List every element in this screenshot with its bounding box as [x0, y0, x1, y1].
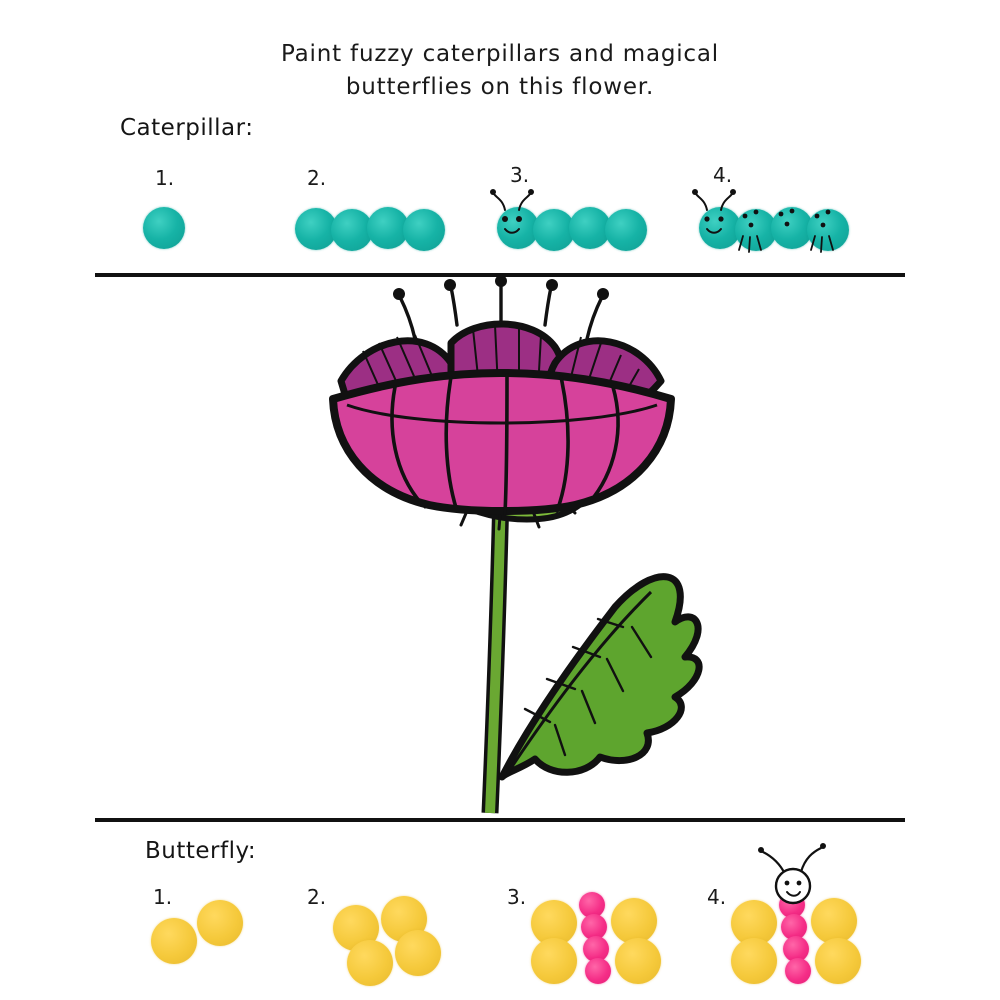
page-sheet [95, 0, 905, 1000]
caterpillar-step-2-dot-4 [403, 209, 445, 251]
butterfly-step-2-number: 2. [307, 885, 327, 909]
butterfly-step-1-dot-2 [197, 900, 243, 946]
caterpillar-step-3-dot-4 [605, 209, 647, 251]
butterfly-step-4-number: 4. [707, 885, 727, 909]
flower-svg [95, 277, 905, 818]
caterpillar-step-1-number: 1. [155, 166, 175, 190]
flower-illustration [95, 277, 905, 818]
caterpillar-step-4-dot-4 [807, 209, 849, 251]
butterfly-step-3-dot-2 [531, 938, 577, 984]
caterpillar-step-4-number: 4. [713, 163, 733, 187]
butterfly-step-2-dot-3 [347, 940, 393, 986]
divider-bottom [95, 818, 905, 822]
caterpillar-section-label: Caterpillar: [120, 115, 254, 141]
butterfly-step-4-dot-2 [731, 938, 777, 984]
caterpillar-step-1-dot [143, 207, 185, 249]
page-title [95, 38, 905, 105]
butterfly-step-3-body-dot-4 [585, 958, 611, 984]
butterfly-step-3-dot-3 [611, 898, 657, 944]
butterfly-section-label: Butterfly: [145, 838, 257, 864]
caterpillar-step-3-number: 3. [510, 163, 530, 187]
butterfly-step-4-body-dot-4 [785, 958, 811, 984]
butterfly-step-1-dot-1 [151, 918, 197, 964]
butterfly-step-4-dot-3 [811, 898, 857, 944]
butterfly-step-4-dot-4 [815, 938, 861, 984]
butterfly-step-3-dot-4 [615, 938, 661, 984]
butterfly-step-2-dot-4 [395, 930, 441, 976]
page-title-line-2: butterflies on this flower. [345, 74, 655, 101]
caterpillar-step-2-number: 2. [307, 166, 327, 190]
butterfly-step-1-number: 1. [153, 885, 173, 909]
page-title-line-1: Paint fuzzy caterpillars and magical [281, 41, 719, 67]
butterfly-step-3-number: 3. [507, 885, 527, 909]
